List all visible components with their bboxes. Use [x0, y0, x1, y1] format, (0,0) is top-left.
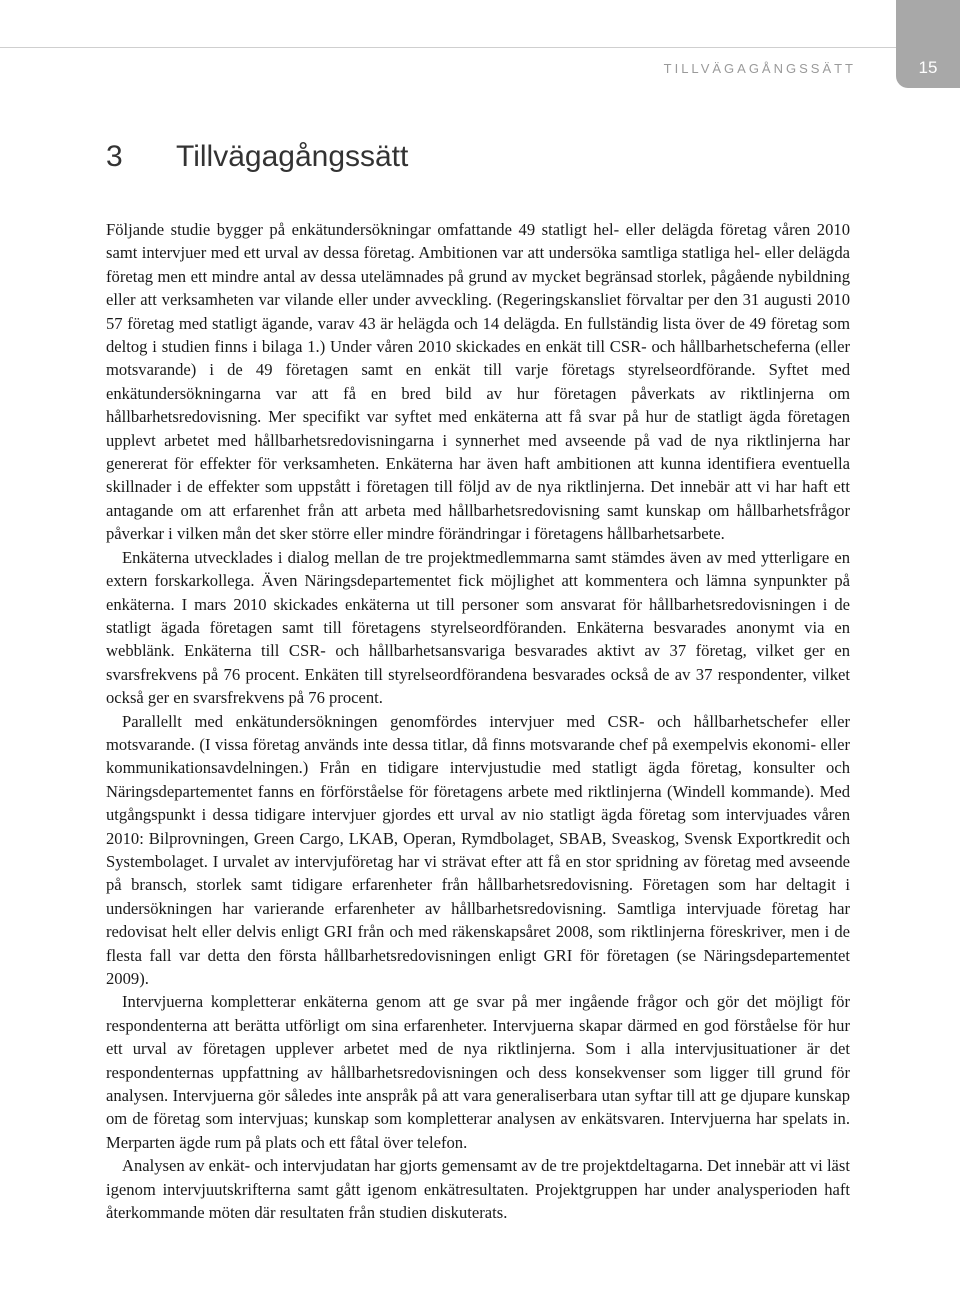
paragraph: Följande studie bygger på enkätundersökningar omfattande 49 statligt hel- eller delägda företag våren 2010 samt intervjuer med ett urval av dessa företag. Ambitionen var att undersöka samtliga statliga hel- eller delägda företag men ett mindre antal av dessa utelämnades på grund av mycket begränsad storlek, pågående nybildning eller att verksamheten var vilande eller under avveckling. (Regeringskansliet förvaltar per den 31 augusti 2010 57 företag med statligt ägande, varav 43 är helägda och 14 delägda. En fullständig lista över de 49 företag som deltog i studien finns i bilaga 1.) Under våren 2010 skickades en enkät till CSR- och hållbarhetscheferna (eller motsvarande) i de 49 företagen samt en enkät till varje företags styrelseordförande. Syftet med enkätundersökningarna var att få en bred bild av hur företagen påverkats av riktlinjerna om hållbarhetsredovisning. Mer specifikt var syftet med enkäterna att få svar på hur de statligt ägda företagen upplevt arbetet med hållbarhetsredovisningarna i synnerhet med avseende på vad de nya riktlinjerna har genererat för effekter för verksamheten. Enkäterna har även haft ambitionen att kunna identifiera eventuella skillnader i de effekter som uppstått i företagen till följd av de nya riktlinjerna. Det innebär att vi har haft ett antagande om att erfarenhet från att arbeta med hållbarhetsredovisning samt kunskap om hållbarhetsfrågor påverkar i vilken mån det sker större eller mindre förändringar i företagens hållbarhetsarbete.: [106, 220, 850, 544]
chapter-heading: [106, 140, 408, 174]
paragraph: Analysen av enkät- och intervjudatan har gjorts gemensamt av de tre projektdeltagarna. Det innebär att vi läst igenom intervjuutskrifterna samt gått igenom enkätresultaten. Projektgruppen har under analysperioden haft återkommande möten där resultaten från studien diskuterats.: [106, 1156, 850, 1223]
running-header: TILLVÄGAGÅNGSSÄTT: [663, 61, 856, 76]
paragraph: Enkäterna utvecklades i dialog mellan de tre projektmedlemmarna samt stämdes även av med ytterligare en extern forskarkollega. Även Näringsdepartementet fick möjlighet att kommentera och lämna synpunkter på enkäterna. I mars 2010 skickades enkäterna ut till personer som ansvarat för hållbarhetsredovisningen i de statligt ägada företagen samt till företagens styrelseordföranden. Enkäterna besvarades anonymt via en webblänk. Enkäterna till CSR- och hållbarhetsansvariga besvarades aktivt av 37 företag, vilket ger en svarsfrekvens på 76 procent. Enkäten till styrelseordförandena besvarades också de av 37 respondenter, vilket också ger en svarsfrekvens på 76 procent.: [106, 547, 850, 708]
page-number-tab: [896, 0, 960, 88]
chapter-title: Tillvägagångssätt: [176, 140, 409, 173]
header-rule: [0, 47, 896, 48]
chapter-number: 3: [106, 140, 123, 173]
paragraph: Parallellt med enkätundersökningen genomfördes intervjuer med CSR- och hållbarhetschefer eller motsvarande. (I vissa företag används inte dessa titlar, då finns motsvarande chef på exempelvis ekonomi- eller kommunikationsavdelningen.) Från en tidigare intervjustudie med statligt ägda företag, konsulter och Näringsdepartementet fanns en förförståelse för företagens arbete med riktlinjerna (Windell kommande). Med utgångspunkt i dessa tidigare intervjuer gjordes ett urval av nio statligt ägda företag som intervjuades våren 2010: Bilprovningen, Green Cargo, LKAB, Operan, Rymdbolaget, SBAB, Sveaskog, Svensk Exportkredit och Systembolaget. I urvalet av intervjuföretag har vi strävat efter att få en stor spridning av företag med avseende på bransch, storlek samt tidigare erfarenheter från hållbarhetsredovisning. Företagen som har deltagit i undersökningen har varierande erfarenheter av hållbarhetsredovisning. Samtliga intervjuade företag har redovisat helt eller delvis enligt GRI från och med räkenskapsåret 2008, som riktlinjerna föreskriver, men i de flesta fall var detta den första hållbarhetsredovisningen enligt GRI för företagen (se Näringsdepartementet 2009).: [106, 711, 850, 988]
body-text: [106, 218, 850, 1224]
page-number: 15: [918, 58, 938, 77]
paragraph: Intervjuerna kompletterar enkäterna genom att ge svar på mer ingående frågor och gör det möjligt för respondenterna att berätta utförligt om sina erfarenheter. Intervjuerna skapar därmed en god förståelse för hur ett urval av företagen upplever arbetet med de nya riktlinjerna. Som i alla intervjusituationer är det respondenternas uppfattning av hållbarhetsredovisningen och dess konsekvenser som ligger till grund för analysen. Intervjuerna gör således inte anspråk på att vara generaliserbara utan syftar till att ge djupare kunskap om de företag som intervjuas; kunskap som kompletterar analysen av enkätsvaren. Intervjuerna har spelats in. Merparten ägde rum på plats och ett fåtal över telefon.: [106, 992, 850, 1152]
